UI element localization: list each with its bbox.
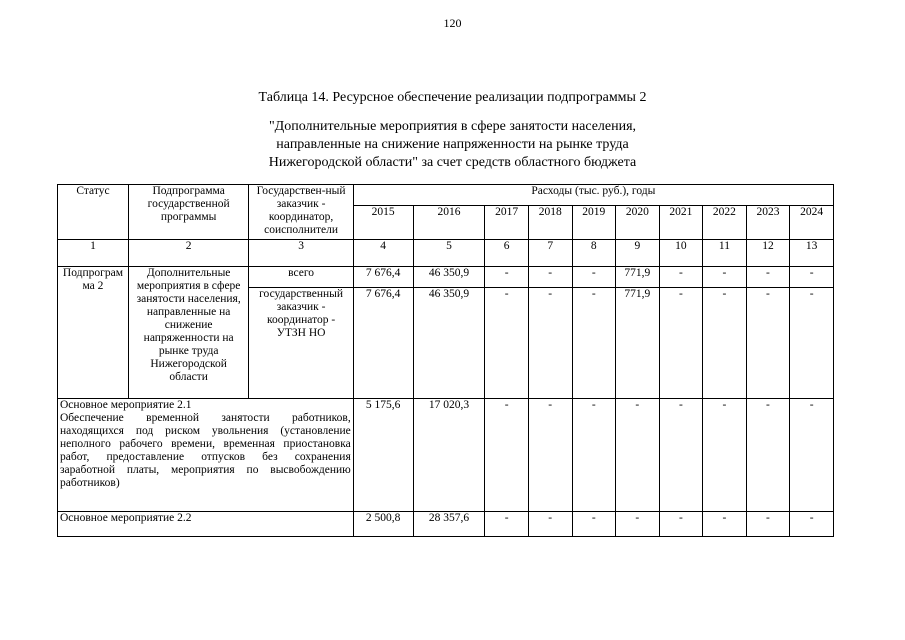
value-cell: - bbox=[528, 288, 572, 399]
column-number: 6 bbox=[485, 240, 529, 267]
value-cell: - bbox=[703, 267, 747, 288]
column-number: 11 bbox=[703, 240, 747, 267]
measure-2-2-row bbox=[58, 512, 834, 537]
measure-2-1-label bbox=[58, 399, 354, 512]
value-cell: - bbox=[616, 512, 660, 537]
value-cell: - bbox=[528, 399, 572, 512]
value-cell: - bbox=[703, 288, 747, 399]
value-cell: - bbox=[790, 399, 834, 512]
year-cell: 2018 bbox=[528, 206, 572, 240]
column-number: 4 bbox=[353, 240, 413, 267]
header-customer: Государствен-ный заказчик - координатор, соисполнители bbox=[249, 185, 353, 240]
column-number: 9 bbox=[616, 240, 660, 267]
value-cell: - bbox=[528, 512, 572, 537]
value-cell: - bbox=[790, 512, 834, 537]
value-cell: - bbox=[572, 288, 616, 399]
value-cell: - bbox=[703, 399, 747, 512]
customer-coordinator: государственный заказчик - координатор - УТЗН НО bbox=[249, 288, 353, 399]
column-number: 8 bbox=[572, 240, 616, 267]
value-cell: 17 020,3 bbox=[413, 399, 485, 512]
table-caption-title: Таблица 14. Ресурсное обеспечение реализации подпрограммы 2 bbox=[258, 90, 647, 105]
year-cell: 2015 bbox=[353, 206, 413, 240]
column-number: 1 bbox=[58, 240, 129, 267]
measure-2-1-row bbox=[58, 399, 834, 512]
year-cell: 2017 bbox=[485, 206, 529, 240]
value-cell: - bbox=[703, 512, 747, 537]
column-number: 12 bbox=[746, 240, 790, 267]
value-cell: - bbox=[485, 399, 529, 512]
page-number: 120 bbox=[443, 16, 462, 30]
column-number: 5 bbox=[413, 240, 485, 267]
measure-2-1-title: Основное мероприятие 2.1 bbox=[60, 399, 192, 411]
value-cell: 2 500,8 bbox=[353, 512, 413, 537]
resource-table bbox=[57, 184, 834, 537]
subprogram-status: Подпрограмма 2 bbox=[58, 267, 129, 399]
value-cell: - bbox=[572, 267, 616, 288]
value-cell: 7 676,4 bbox=[353, 288, 413, 399]
value-cell: 5 175,6 bbox=[353, 399, 413, 512]
measure-2-2-title: Основное мероприятие 2.2 bbox=[58, 512, 354, 537]
value-cell: - bbox=[572, 399, 616, 512]
subprogram-name: Дополнительные мероприятия в сфере занятости населения, направленные на снижение напряженности на рынке труда Нижегородской области bbox=[128, 267, 249, 399]
year-cell: 2020 bbox=[616, 206, 660, 240]
header-expenses: Расходы (тыс. руб.), годы bbox=[353, 185, 833, 206]
year-cell: 2016 bbox=[413, 206, 485, 240]
year-cell: 2022 bbox=[703, 206, 747, 240]
value-cell: - bbox=[528, 267, 572, 288]
caption-line: "Дополнительные мероприятия в сфере занятости населения, bbox=[268, 119, 637, 134]
header-status: Статус bbox=[58, 185, 129, 240]
value-cell: - bbox=[616, 399, 660, 512]
year-cell: 2019 bbox=[572, 206, 616, 240]
column-number-row bbox=[58, 240, 834, 267]
year-cell: 2024 bbox=[790, 206, 834, 240]
caption-line: направленные на снижение напряженности на рынке труда bbox=[276, 137, 629, 152]
value-cell: - bbox=[659, 288, 703, 399]
column-number: 3 bbox=[249, 240, 353, 267]
value-cell: 771,9 bbox=[616, 288, 660, 399]
value-cell: - bbox=[746, 267, 790, 288]
value-cell: 771,9 bbox=[616, 267, 660, 288]
customer-total: всего bbox=[249, 267, 353, 288]
year-cell: 2023 bbox=[746, 206, 790, 240]
column-number: 7 bbox=[528, 240, 572, 267]
value-cell: - bbox=[659, 267, 703, 288]
value-cell: - bbox=[659, 512, 703, 537]
header-row bbox=[58, 185, 834, 206]
table-caption-subtitle bbox=[0, 118, 905, 172]
caption-line: Нижегородской области" за счет средств областного бюджета bbox=[268, 155, 637, 170]
value-cell: - bbox=[485, 267, 529, 288]
value-cell: - bbox=[485, 288, 529, 399]
column-number: 10 bbox=[659, 240, 703, 267]
value-cell: - bbox=[746, 512, 790, 537]
value-cell: 28 357,6 bbox=[413, 512, 485, 537]
measure-2-1-description: Обеспечение временной занятости работников, находящихся под риском увольнения (установление неполного рабочего времени, временная приостановка работ, предоставление отпусков без сохранения заработной платы, мероприятия по высвобождению работников) bbox=[60, 412, 351, 489]
value-cell: - bbox=[790, 267, 834, 288]
value-cell: - bbox=[790, 288, 834, 399]
column-number: 2 bbox=[128, 240, 249, 267]
value-cell: 46 350,9 bbox=[413, 288, 485, 399]
value-cell: - bbox=[659, 399, 703, 512]
header-subprogram: Подпрограмма государственной программы bbox=[128, 185, 249, 240]
year-cell: 2021 bbox=[659, 206, 703, 240]
column-number: 13 bbox=[790, 240, 834, 267]
value-cell: - bbox=[572, 512, 616, 537]
value-cell: - bbox=[746, 399, 790, 512]
value-cell: - bbox=[485, 512, 529, 537]
value-cell: - bbox=[746, 288, 790, 399]
value-cell: 46 350,9 bbox=[413, 267, 485, 288]
subprogram-total-row bbox=[58, 267, 834, 288]
value-cell: 7 676,4 bbox=[353, 267, 413, 288]
